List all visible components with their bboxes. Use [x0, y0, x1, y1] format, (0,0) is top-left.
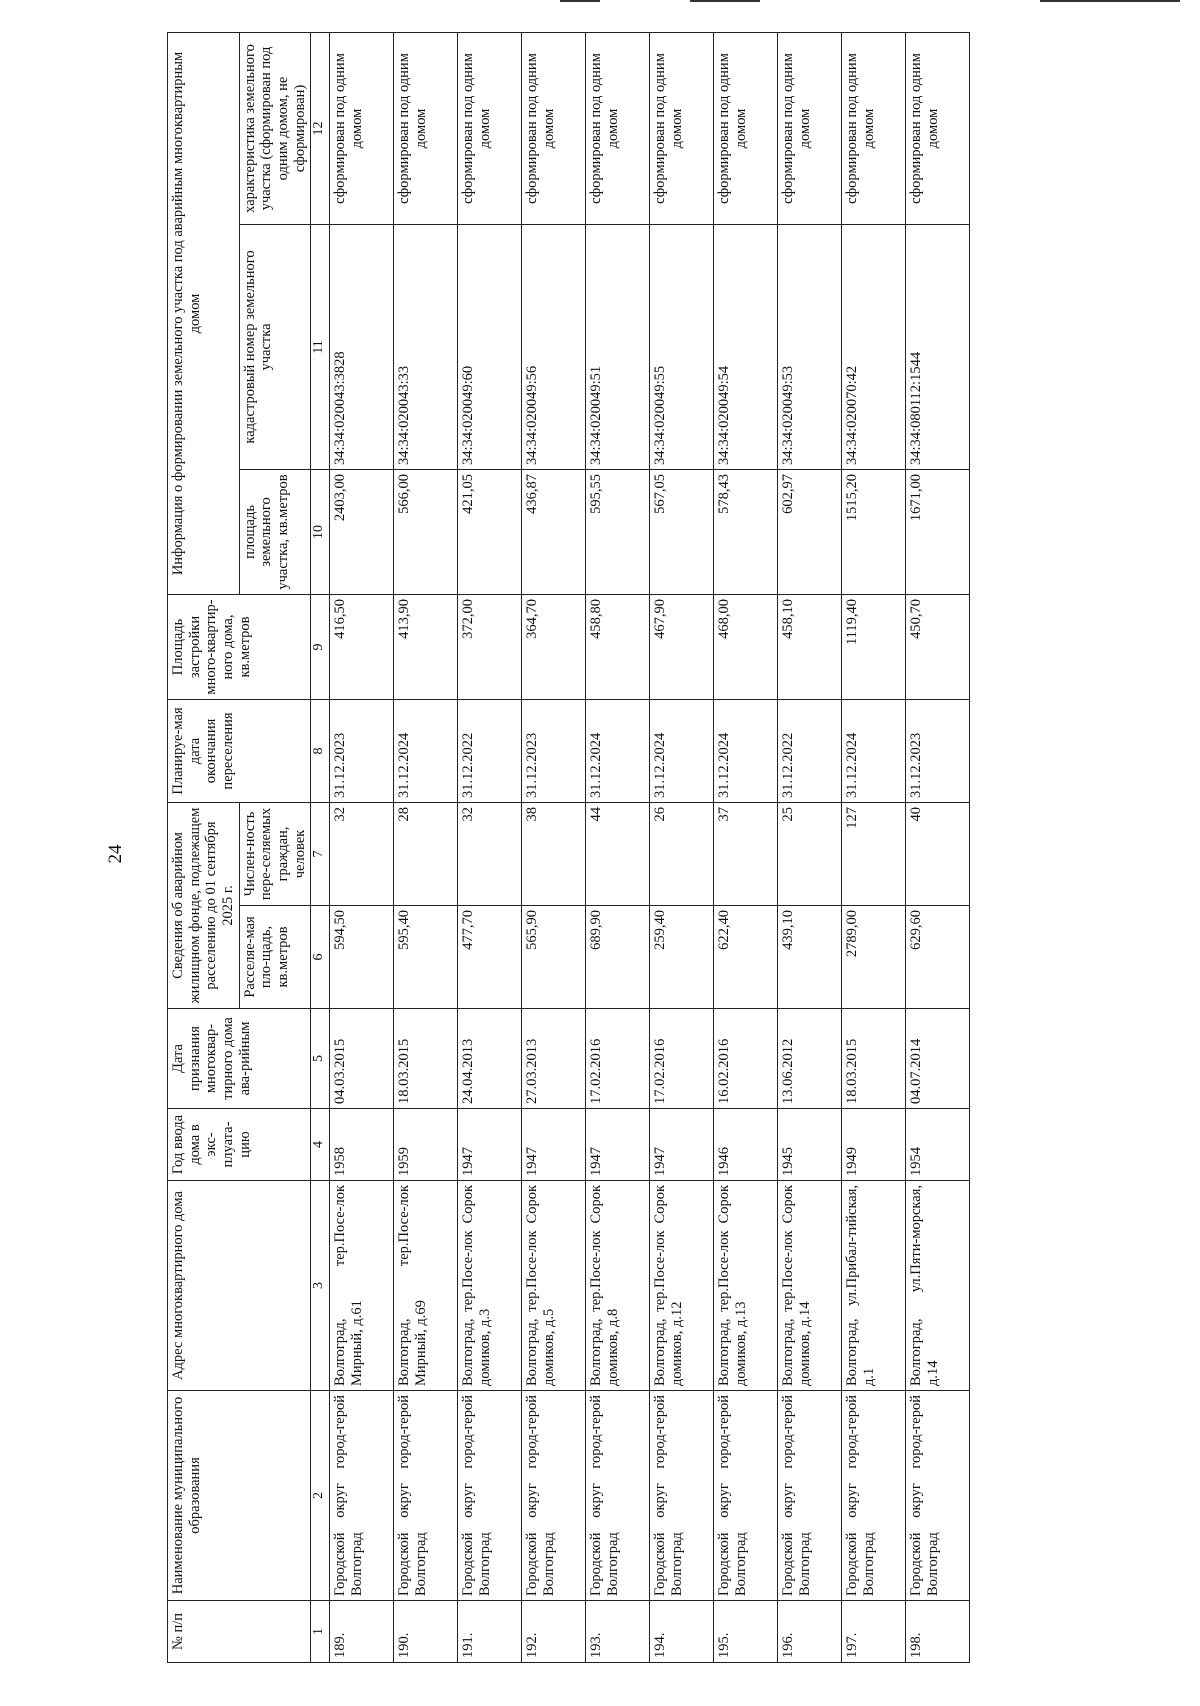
address: Волгоград, тер.Посе-лок Мирный, д.69 [394, 1181, 458, 1391]
column-number: 1 [311, 1601, 330, 1663]
land-area: 595,55 [586, 469, 650, 594]
table-row [586, 32, 650, 1662]
resettled-area: 259,40 [650, 906, 714, 1009]
address: Волгоград, тер.Посе-лок Сорок домиков, д.14 [778, 1181, 842, 1391]
resettled-area: 622,40 [714, 906, 778, 1009]
scan-artifact [560, 0, 600, 2]
planned-date: 31.12.2023 [522, 699, 586, 802]
year-built: 1946 [714, 1109, 778, 1181]
address: Волгоград, тер.Посе-лок Мирный, д.61 [330, 1181, 394, 1391]
column-number: 5 [311, 1009, 330, 1109]
resettled-persons: 32 [458, 802, 522, 905]
header-emergency-date: Дата признания многоквар-тирного дома ава-рийным [168, 1009, 311, 1109]
municipality: Городской округ город-герой Волгоград [586, 1391, 650, 1601]
cadastral-number: 34:34:020049:56 [522, 224, 586, 469]
resettled-persons: 32 [330, 802, 394, 905]
land-characteristic: сформирован под одним домом [330, 32, 394, 224]
year-built: 1954 [906, 1109, 970, 1181]
row-number: 197. [842, 1601, 906, 1663]
column-number: 11 [311, 224, 330, 469]
scan-artifact [690, 0, 760, 2]
resettled-persons: 28 [394, 802, 458, 905]
row-number: 194. [650, 1601, 714, 1663]
land-characteristic: сформирован под одним домом [394, 32, 458, 224]
resettled-area: 629,60 [906, 906, 970, 1009]
row-number: 193. [586, 1601, 650, 1663]
table-row [330, 32, 394, 1662]
row-number: 196. [778, 1601, 842, 1663]
land-characteristic: сформирован под одним домом [906, 32, 970, 224]
year-built: 1947 [650, 1109, 714, 1181]
building-area: 458,10 [778, 594, 842, 699]
header-fund-group: Сведения об аварийном жилищном фонде, подлежащем расселению до 01 сентября 2025 г. [168, 802, 240, 1008]
land-characteristic: сформирован под одним домом [458, 32, 522, 224]
year-built: 1959 [394, 1109, 458, 1181]
planned-date: 31.12.2024 [394, 699, 458, 802]
cadastral-number: 34:34:020049:54 [714, 224, 778, 469]
header-year: Год ввода дома в экс-плуата-цию [168, 1109, 311, 1181]
table-row [650, 32, 714, 1662]
table-row [714, 32, 778, 1662]
planned-date: 31.12.2024 [842, 699, 906, 802]
column-number: 3 [311, 1181, 330, 1391]
row-number: 189. [330, 1601, 394, 1663]
planned-date: 31.12.2022 [778, 699, 842, 802]
cadastral-number: 34:34:020049:60 [458, 224, 522, 469]
land-area: 421,05 [458, 469, 522, 594]
year-built: 1947 [522, 1109, 586, 1181]
resettled-persons: 40 [906, 802, 970, 905]
building-area: 416,50 [330, 594, 394, 699]
building-area: 364,70 [522, 594, 586, 699]
emergency-date: 04.03.2015 [330, 1009, 394, 1109]
table-body [330, 32, 970, 1662]
column-number: 6 [311, 906, 330, 1009]
planned-date: 31.12.2023 [330, 699, 394, 802]
planned-date: 31.12.2024 [586, 699, 650, 802]
rotated-table-wrapper [167, 33, 1167, 1663]
planned-date: 31.12.2024 [714, 699, 778, 802]
resettled-persons: 44 [586, 802, 650, 905]
address: Волгоград, тер.Посе-лок Сорок домиков, д.12 [650, 1181, 714, 1391]
address: Волгоград, ул.Прибал-тийская, д.1 [842, 1181, 906, 1391]
resettled-persons: 26 [650, 802, 714, 905]
emergency-date: 17.02.2016 [650, 1009, 714, 1109]
emergency-date: 18.03.2015 [394, 1009, 458, 1109]
municipality: Городской округ город-герой Волгоград [458, 1391, 522, 1601]
resettled-area: 439,10 [778, 906, 842, 1009]
year-built: 1945 [778, 1109, 842, 1181]
address: Волгоград, ул.Пяти-морская, д.14 [906, 1181, 970, 1391]
building-area: 458,80 [586, 594, 650, 699]
header-fund-people: Числен-ность пере-селяемых граждан, человек [239, 802, 311, 905]
land-area: 578,43 [714, 469, 778, 594]
table-row [394, 32, 458, 1662]
municipality: Городской округ город-герой Волгоград [778, 1391, 842, 1601]
resettled-persons: 25 [778, 802, 842, 905]
resettled-area: 594,50 [330, 906, 394, 1009]
land-characteristic: сформирован под одним домом [586, 32, 650, 224]
table-row [522, 32, 586, 1662]
header-num: № п/п [168, 1601, 311, 1663]
table-row [906, 32, 970, 1662]
resettled-area: 595,40 [394, 906, 458, 1009]
planned-date: 31.12.2023 [906, 699, 970, 802]
cadastral-number: 34:34:020043:3828 [330, 224, 394, 469]
land-area: 1515,20 [842, 469, 906, 594]
building-area: 467,90 [650, 594, 714, 699]
column-number: 2 [311, 1391, 330, 1601]
municipality: Городской округ город-герой Волгоград [522, 1391, 586, 1601]
row-number: 191. [458, 1601, 522, 1663]
municipality: Городской округ город-герой Волгоград [650, 1391, 714, 1601]
header-fund-area: Расселяе-мая пло-щадь, кв.метров [239, 906, 311, 1009]
building-area: 372,00 [458, 594, 522, 699]
resettled-area: 477,70 [458, 906, 522, 1009]
emergency-date: 17.02.2016 [586, 1009, 650, 1109]
land-area: 566,00 [394, 469, 458, 594]
land-area: 1671,00 [906, 469, 970, 594]
resettled-area: 565,90 [522, 906, 586, 1009]
land-area: 602,97 [778, 469, 842, 594]
header-land-characteristic: характеристика земельного участка (сформирован под одним домом, не сформирован) [239, 32, 311, 224]
land-characteristic: сформирован под одним домом [778, 32, 842, 224]
resettled-area: 689,90 [586, 906, 650, 1009]
row-number: 198. [906, 1601, 970, 1663]
table-row [842, 32, 906, 1662]
cadastral-number: 34:34:020070:42 [842, 224, 906, 469]
header-land-area: площадь земельного участка, кв.метров [239, 469, 311, 594]
municipality: Городской округ город-герой Волгоград [906, 1391, 970, 1601]
land-area: 567,05 [650, 469, 714, 594]
column-number: 7 [311, 802, 330, 905]
building-area: 450,70 [906, 594, 970, 699]
row-number: 195. [714, 1601, 778, 1663]
municipality: Городской округ город-герой Волгоград [842, 1391, 906, 1601]
emergency-date: 18.03.2015 [842, 1009, 906, 1109]
row-number: 192. [522, 1601, 586, 1663]
building-area: 413,90 [394, 594, 458, 699]
resettled-persons: 37 [714, 802, 778, 905]
column-number: 8 [311, 699, 330, 802]
emergency-housing-table [167, 32, 970, 1663]
emergency-date: 16.02.2016 [714, 1009, 778, 1109]
address: Волгоград, тер.Посе-лок Сорок домиков, д.13 [714, 1181, 778, 1391]
year-built: 1947 [586, 1109, 650, 1181]
resettled-persons: 127 [842, 802, 906, 905]
municipality: Городской округ город-герой Волгоград [394, 1391, 458, 1601]
column-number: 9 [311, 594, 330, 699]
resettled-area: 2789,00 [842, 906, 906, 1009]
land-characteristic: сформирован под одним домом [714, 32, 778, 224]
header-land-cadastral: кадастровый номер земельного участка [239, 224, 311, 469]
municipality: Городской округ город-герой Волгоград [714, 1391, 778, 1601]
emergency-date: 24.04.2013 [458, 1009, 522, 1109]
header-building-area: Площадь застройки много-квартир-ного дома, кв.метров [168, 594, 311, 699]
column-number: 12 [311, 32, 330, 224]
header-address: Адрес многоквартирного дома [168, 1181, 311, 1391]
land-characteristic: сформирован под одним домом [650, 32, 714, 224]
year-built: 1949 [842, 1109, 906, 1181]
building-area: 1119,40 [842, 594, 906, 699]
header-land-group: Информация о формировании земельного участка под аварийным многоквартирным домом [168, 32, 240, 594]
cadastral-number: 34:34:020049:55 [650, 224, 714, 469]
table-row [458, 32, 522, 1662]
resettled-persons: 38 [522, 802, 586, 905]
cadastral-number: 34:34:020049:51 [586, 224, 650, 469]
address: Волгоград, тер.Посе-лок Сорок домиков, д.8 [586, 1181, 650, 1391]
emergency-date: 27.03.2013 [522, 1009, 586, 1109]
cadastral-number: 34:34:020043:33 [394, 224, 458, 469]
cadastral-number: 34:34:020049:53 [778, 224, 842, 469]
year-built: 1958 [330, 1109, 394, 1181]
header-planned-date: Планируе-мая дата окончания переселения [168, 699, 311, 802]
land-characteristic: сформирован под одним домом [522, 32, 586, 224]
year-built: 1947 [458, 1109, 522, 1181]
emergency-date: 13.06.2012 [778, 1009, 842, 1109]
planned-date: 31.12.2024 [650, 699, 714, 802]
scan-artifact [1040, 0, 1180, 2]
row-number: 190. [394, 1601, 458, 1663]
cadastral-number: 34:34:080112:1544 [906, 224, 970, 469]
land-characteristic: сформирован под одним домом [842, 32, 906, 224]
header-municipality: Наименование муниципального образования [168, 1391, 311, 1601]
column-number: 4 [311, 1109, 330, 1181]
planned-date: 31.12.2022 [458, 699, 522, 802]
land-area: 436,87 [522, 469, 586, 594]
land-area: 2403,00 [330, 469, 394, 594]
column-number: 10 [311, 469, 330, 594]
page-number: 24 [105, 844, 126, 864]
building-area: 468,00 [714, 594, 778, 699]
emergency-date: 04.07.2014 [906, 1009, 970, 1109]
municipality: Городской округ город-герой Волгоград [330, 1391, 394, 1601]
address: Волгоград, тер.Посе-лок Сорок домиков, д.3 [458, 1181, 522, 1391]
table-row [778, 32, 842, 1662]
address: Волгоград, тер.Посе-лок Сорок домиков, д.5 [522, 1181, 586, 1391]
